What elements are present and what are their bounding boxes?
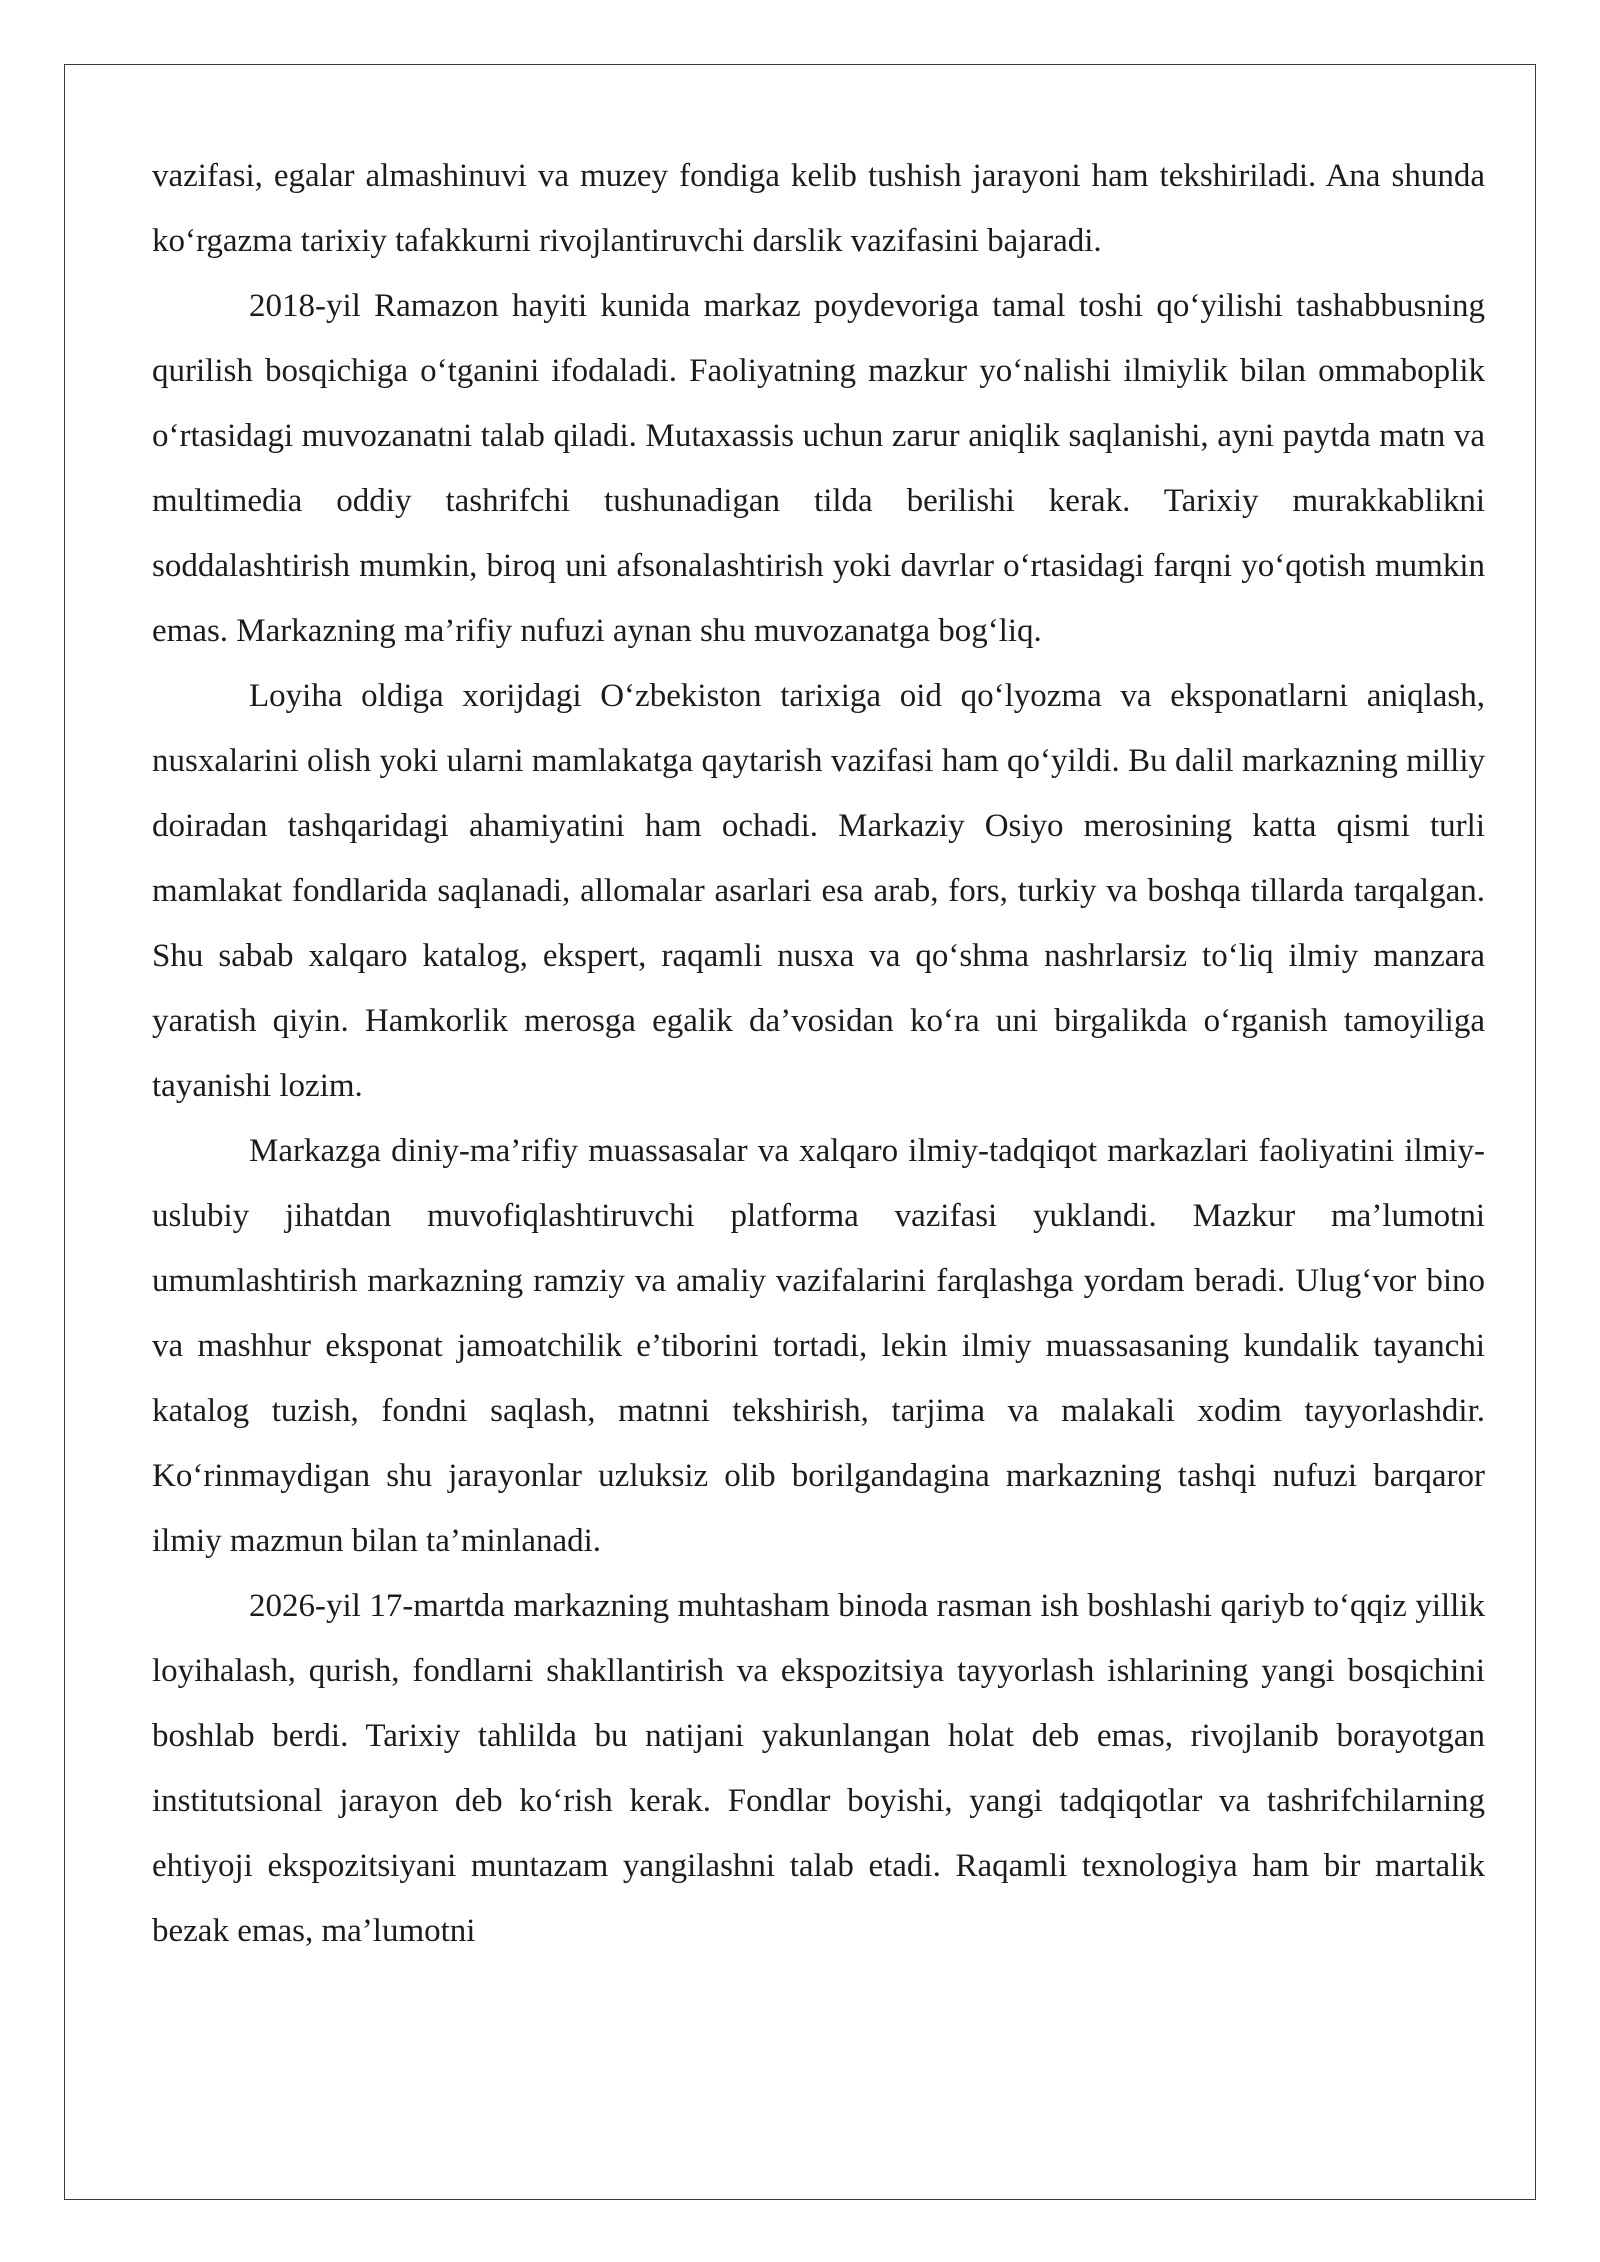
paragraph: 2026-yil 17-martda markazning muhtasham binoda rasman ish boshlashi qariyb to‘qqiz yillik loyihalash, qurish, fondlarni shakllantirish va ekspozitsiya tayyorlash ishlarining yangi bosqichini boshlab berdi. Tarixiy tahlilda bu natijani yakunlangan holat deb emas, rivojlanib borayotgan institutsional jarayon deb ko‘rish kerak. Fondlar boyishi, yangi tadqiqotlar va tashrifchilarning ehtiyoji ekspozitsiyani muntazam yangilashni talab etadi. Raqamli texnologiya ham bir martalik bezak emas, ma’lumotni [152,1588,1485,1949]
paragraph: 2018-yil Ramazon hayiti kunida markaz poydevoriga tamal toshi qo‘yilishi tashabbusning qurilish bosqichiga o‘tganini ifodaladi. Faoliyatning mazkur yo‘nalishi ilmiylik bilan ommaboplik o‘rtasidagi muvozanatni talab qiladi. Mutaxassis uchun zarur aniqlik saqlanishi, ayni paytda matn va multimedia oddiy tashrifchi tushunadigan tilda berilishi kerak. Tarixiy murakkablikni soddalashtirish mumkin, biroq uni afsonalashtirish yoki davrlar o‘rtasidagi farqni yo‘qotish mumkin emas. Markazning ma’rifiy nufuzi aynan shu muvozanatga bog‘liq. [152,288,1485,649]
paragraph-continued: vazifasi, egalar almashinuvi va muzey fondiga kelib tushish jarayoni ham tekshiriladi. Ana shunda ko‘rgazma tarixiy tafakkurni rivojlantiruvchi darslik vazifasini bajaradi. [152,158,1485,259]
document-body [152,144,1485,1964]
paragraph: Markazga diniy-ma’rifiy muassasalar va xalqaro ilmiy-tadqiqot markazlari faoliyatini ilmiy-uslubiy jihatdan muvofiqlashtiruvchi platforma vazifasi yuklandi. Mazkur ma’lumotni umumlashtirish markazning ramziy va amaliy vazifalarini farqlashga yordam beradi. Ulug‘vor bino va mashhur eksponat jamoatchilik e’tiborini tortadi, lekin ilmiy muassasaning kundalik tayanchi katalog tuzish, fondni saqlash, matnni tekshirish, tarjima va malakali xodim tayyorlashdir. Ko‘rinmaydigan shu jarayonlar uzluksiz olib borilgandagina markazning tashqi nufuzi barqaror ilmiy mazmun bilan ta’minlanadi. [152,1133,1485,1559]
paragraph: Loyiha oldiga xorijdagi O‘zbekiston tarixiga oid qo‘lyozma va eksponatlarni aniqlash, nusxalarini olish yoki ularni mamlakatga qaytarish vazifasi ham qo‘yildi. Bu dalil markazning milliy doiradan tashqaridagi ahamiyatini ham ochadi. Markaziy Osiyo merosining katta qismi turli mamlakat fondlarida saqlanadi, allomalar asarlari esa arab, fors, turkiy va boshqa tillarda tarqalgan. Shu sabab xalqaro katalog, ekspert, raqamli nusxa va qo‘shma nashrlarsiz to‘liq ilmiy manzara yaratish qiyin. Hamkorlik merosga egalik da’vosidan ko‘ra uni birgalikda o‘rganish tamoyiliga tayanishi lozim. [152,678,1485,1104]
